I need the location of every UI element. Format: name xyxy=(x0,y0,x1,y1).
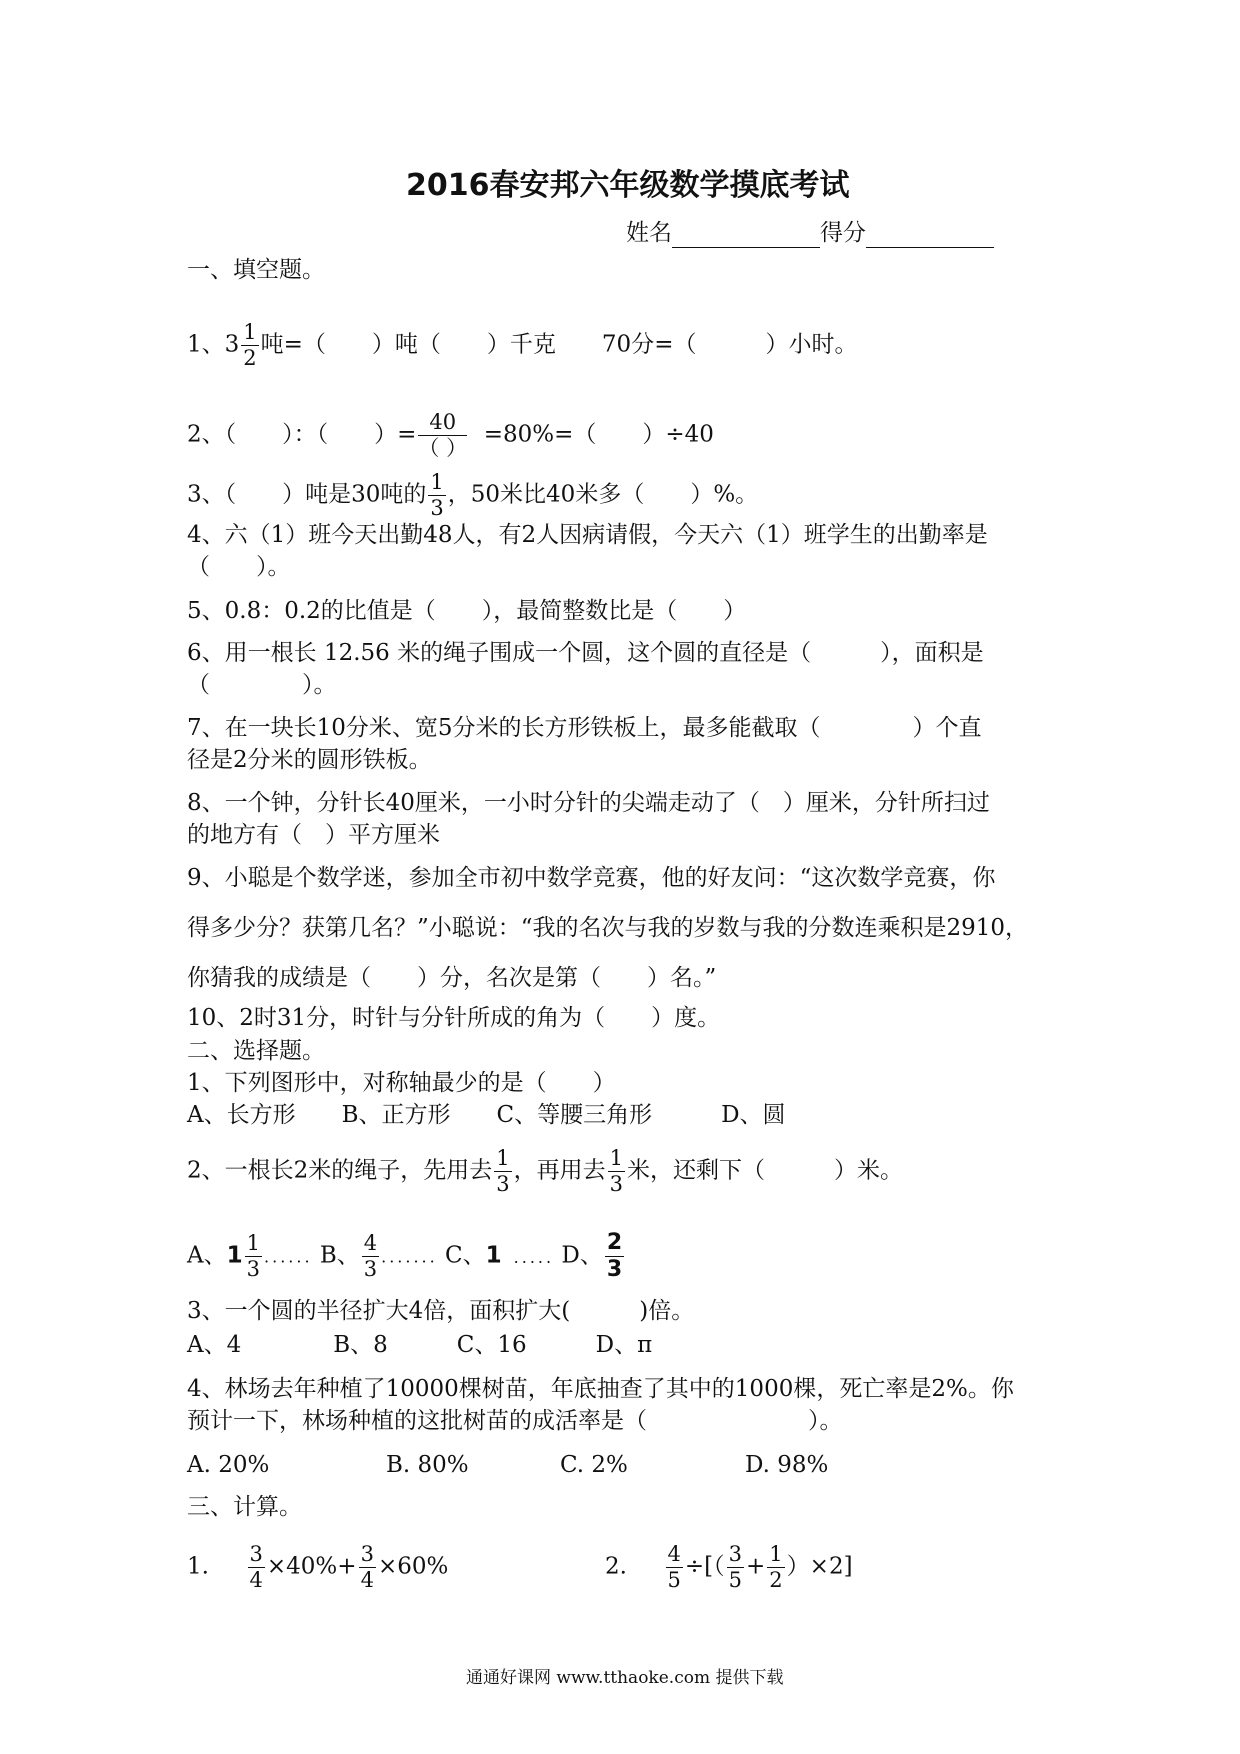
calc-2-bracket: ÷[（ xyxy=(684,1553,725,1580)
question-1-4-line2: （ ）。 xyxy=(187,554,291,580)
section1-heading: 一、填空题。 xyxy=(187,257,325,283)
q2-2-fraction-1: $\frac{1}{3}$ xyxy=(496,1146,510,1196)
option-b-fraction: $\frac{4}{3}$ xyxy=(363,1231,378,1281)
q1-fraction: $\frac{1}{2}$ xyxy=(243,320,257,370)
section2-heading: 二、选择题。 xyxy=(187,1038,325,1064)
question-1-7-line2: 径是2分米的圆形铁板。 xyxy=(187,747,432,773)
dots-2: ....... xyxy=(381,1247,438,1267)
option-a-whole: 1 xyxy=(226,1242,243,1269)
footer-source: 通通好课网 www.tthaoke.com 提供下载 xyxy=(466,1668,784,1688)
calc-2-fraction-2: $\frac{3}{5}$ xyxy=(728,1542,743,1592)
question-2-4-line1: 4、林场去年种植了10000棵树苗，年底抽查了其中的1000棵，死亡率是2%。你 xyxy=(187,1376,1014,1402)
question-2-1: 1、下列图形中，对称轴最少的是（ ） xyxy=(187,1070,616,1096)
student-info xyxy=(626,218,994,248)
dots-1: ...... xyxy=(264,1247,313,1267)
option-b-label: B、 xyxy=(319,1242,360,1269)
question-2-2 xyxy=(187,1148,903,1195)
question-2-4-option-d: D. 98% xyxy=(745,1452,829,1478)
calc-1 xyxy=(187,1544,448,1591)
question-1-6-line2: （ ）。 xyxy=(187,672,337,698)
name-blank[interactable] xyxy=(672,225,820,248)
score-blank[interactable] xyxy=(866,225,994,248)
option-d-fraction: $\frac{2}{3}$ xyxy=(606,1230,623,1282)
question-1-5: 5、0.8：0.2的比值是（ ），最简整数比是（ ） xyxy=(187,598,747,624)
question-1-3 xyxy=(187,472,758,519)
score-label: 得分 xyxy=(820,220,866,246)
q1-prefix: 1、3 xyxy=(187,331,240,358)
calc-2-fraction-3: $\frac{1}{2}$ xyxy=(769,1542,783,1592)
question-1-9-line2: 得多少分？获第几名？”小聪说：“我的名次与我的岁数与我的分数连乘积是2910， xyxy=(187,915,1029,941)
calc-1-fraction-1: $\frac{3}{4}$ xyxy=(249,1542,263,1592)
question-1-8-line2: 的地方有（ ）平方厘米 xyxy=(187,822,440,848)
calc-1-fraction-2: $\frac{3}{4}$ xyxy=(360,1542,374,1592)
question-2-4-line2: 预计一下，林场种植的这批树苗的成活率是（ ）。 xyxy=(187,1408,843,1434)
question-1-9-line1: 9、小聪是个数学迷，参加全市初中数学竞赛，他的好友问：“这次数学竞赛，你 xyxy=(187,865,996,891)
question-1-7-line1: 7、在一块长10分米、宽5分米的长方形铁板上，最多能截取（ ）个直 xyxy=(187,715,982,741)
question-2-3-options: A、4 B、8 C、16 D、π xyxy=(187,1332,653,1358)
dots-3: ..... xyxy=(513,1247,555,1267)
question-2-3: 3、一个圆的半径扩大4倍，面积扩大( )倍。 xyxy=(187,1298,695,1324)
q2-text: =80%=（ ）÷40 xyxy=(483,421,714,448)
q2-2-suffix: 米，还剩下（ ）米。 xyxy=(627,1157,904,1184)
calc-2-suffix: ）×2] xyxy=(786,1553,853,1580)
question-2-2-options xyxy=(187,1232,626,1281)
question-2-4-option-a: A. 20% xyxy=(187,1452,270,1478)
q2-2-mid: ，再用去 xyxy=(513,1157,606,1184)
calc-2-fraction-1: $\frac{4}{5}$ xyxy=(667,1542,681,1592)
question-2-1-options: A、长方形 B、正方形 C、等腰三角形 D、圆 xyxy=(187,1102,786,1128)
question-1-6-line1: 6、用一根长 12.56 米的绳子围成一个圆，这个圆的直径是（ ），面积是 xyxy=(187,640,984,666)
q1-text: 吨=（ ）吨（ ）千克 70分=（ ）小时。 xyxy=(260,331,858,358)
calc-2-plus: + xyxy=(746,1553,766,1580)
question-2-4-option-b: B. 80% xyxy=(386,1452,469,1478)
question-1-4-line1: 4、六（1）班今天出勤48人，有2人因病请假，今天六（1）班学生的出勤率是 xyxy=(187,522,988,548)
q3-prefix: 3、（ ）吨是30吨的 xyxy=(187,481,427,508)
calc-1-number: 1. xyxy=(187,1553,209,1580)
question-2-4-option-c: C. 2% xyxy=(560,1452,628,1478)
q2-2-prefix: 2、一根长2米的绳子，先用去 xyxy=(187,1157,493,1184)
section3-heading: 三、计算。 xyxy=(187,1494,302,1520)
option-d-label: D、 xyxy=(561,1242,603,1269)
question-1-9-line3: 你猜我的成绩是（ ）分，名次是第（ ）名。” xyxy=(187,965,717,991)
question-1-8-line1: 8、一个钟，分针长40厘米，一小时分针的尖端走动了（ ）厘米，分针所扫过 xyxy=(187,790,990,816)
q2-prefix: 2、（ ）：（ ）= xyxy=(187,421,417,448)
question-1-1 xyxy=(187,322,857,369)
calc-1-mid: ×40%+ xyxy=(266,1553,357,1580)
q2-2-fraction-2: $\frac{1}{3}$ xyxy=(609,1146,624,1196)
question-1-10: 10、2时31分，时针与分针所成的角为（ ）度。 xyxy=(187,1005,721,1031)
question-1-2 xyxy=(187,412,714,459)
option-c-label: C、 xyxy=(445,1242,486,1269)
q3-text: ，50米比40米多（ ）%。 xyxy=(447,481,759,508)
calc-1-suffix: ×60% xyxy=(377,1553,449,1580)
name-label: 姓名 xyxy=(626,220,672,246)
option-a-label: A、 xyxy=(187,1242,227,1269)
option-a-fraction: $\frac{1}{3}$ xyxy=(246,1231,261,1281)
page-title: 2016春安邦六年级数学摸底考试 xyxy=(406,168,850,203)
option-c-value: 1 xyxy=(485,1242,502,1269)
q3-fraction: $\frac{1}{3}$ xyxy=(430,470,444,520)
calc-2-number: 2. xyxy=(605,1553,627,1580)
calc-2 xyxy=(605,1544,853,1591)
q2-fraction: $\frac{40}{( )}$ xyxy=(418,410,468,460)
